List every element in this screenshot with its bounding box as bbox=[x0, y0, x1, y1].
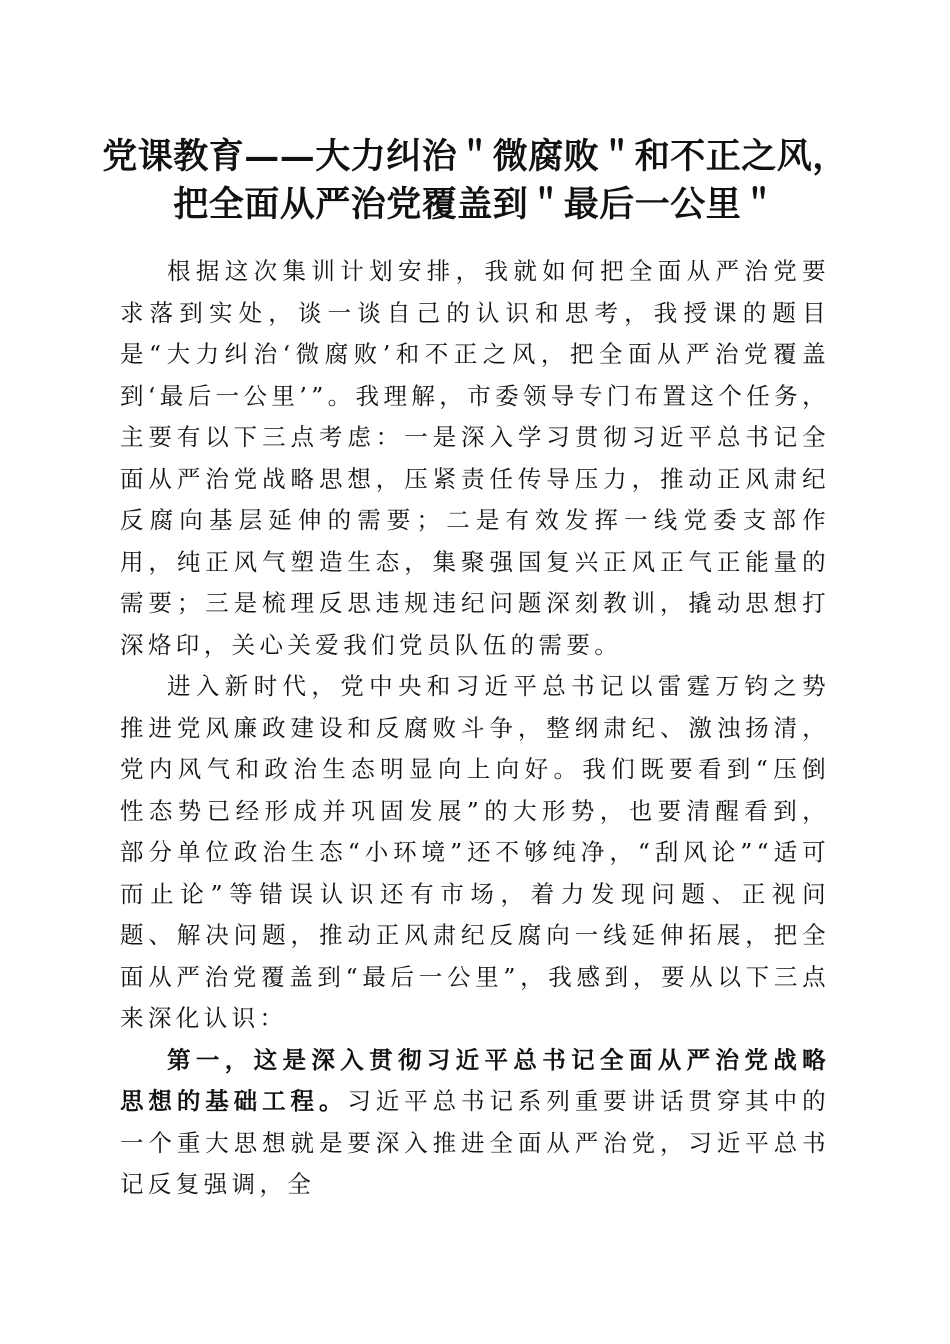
paragraph-intro-text: 根据这次集训计划安排，我就如何把全面从严治党要求落到实处，谈一谈自己的认识和思考，我授课的题目是“大力纠治‘微腐败’和不正之风，把全面从严治党覆盖到‘最后一公里’”。我理解，市委领导专门布置这个任务，主要有以下三点考虑：一是深入学习贯彻习近平总书记全面从严治党战略思想，压紧责任传导压力，推动正风肃纪反腐向基层延伸的需要；二是有效发挥一线党委支部作用，纯正风气塑造生态，集聚强国复兴正风正气正能量的需要；三是梳理反思违规违纪问题深刻教训，撬动思想打深烙印，关心关爱我们党员队伍的需要。 bbox=[120, 257, 830, 659]
paragraph-point-one-heading: 第一，这是深入贯彻习近平总书记全面从严治党战略思想的基础工程。 bbox=[120, 1045, 830, 1115]
title-line-2: 把全面从严治党覆盖到＂最后一公里＂ bbox=[173, 184, 777, 225]
title-line-1: 党课教育——大力纠治＂微腐败＂和不正之风， bbox=[102, 136, 848, 177]
document-title bbox=[0, 133, 950, 229]
paragraph-new-era bbox=[120, 666, 830, 1040]
document-body bbox=[120, 251, 830, 1206]
paragraph-point-one bbox=[120, 1040, 830, 1206]
paragraph-point-one-text: 习近平总书记系列重要讲话贯穿其中的一个重大思想就是要深入推进全面从严治党，习近平总书记反复强调，全 bbox=[120, 1087, 830, 1198]
paragraph-intro bbox=[120, 251, 830, 666]
paragraph-new-era-text: 进入新时代，党中央和习近平总书记以雷霆万钧之势推进党风廉政建设和反腐败斗争，整纲肃纪、激浊扬清，党内风气和政治生态明显向上向好。我们既要看到“压倒性态势已经形成并巩固发展”的大形势，也要清醒看到，部分单位政治生态“小环境”还不够纯净，“刮风论”“适可而止论”等错误认识还有市场，着力发现问题、正视问题、解决问题，推动正风肃纪反腐向一线延伸拓展，把全面从严治党覆盖到“最后一公里”，我感到，要从以下三点来深化认识： bbox=[120, 672, 830, 1032]
